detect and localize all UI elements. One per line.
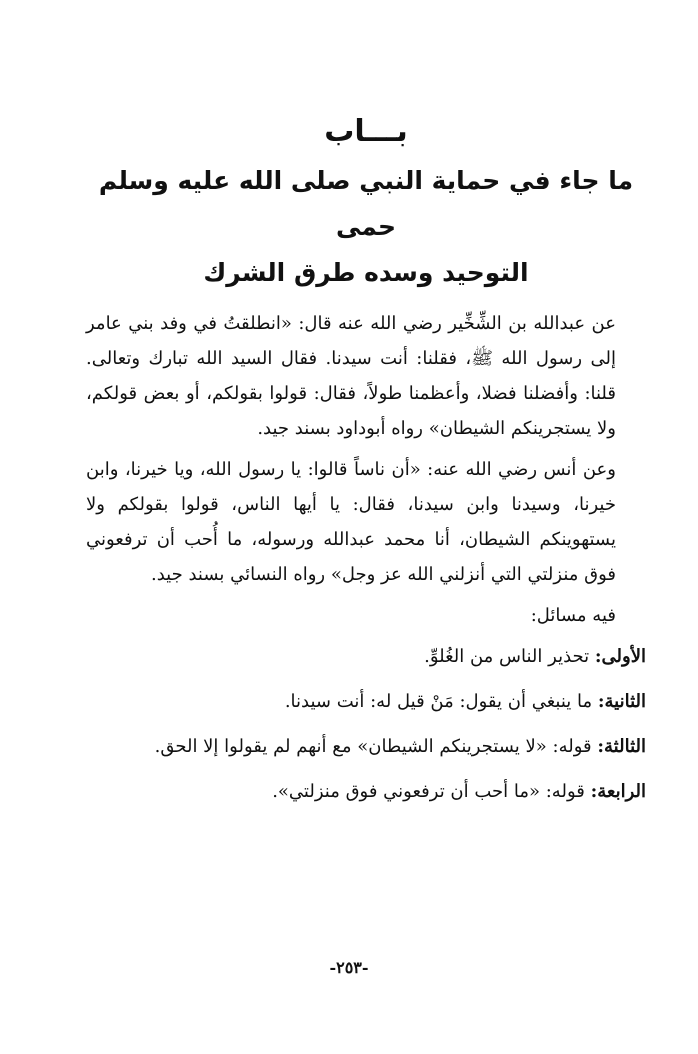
issue-item-4 — [86, 774, 646, 809]
issue-item-2 — [86, 684, 646, 719]
issue-label: الرابعة: — [590, 781, 646, 802]
issues-heading: فيه مسائل: — [530, 605, 616, 626]
issue-label: الثانية: — [597, 691, 646, 712]
chapter-title — [86, 158, 646, 296]
issue-text: قوله: «لا يستجرينكم الشيطان» مع أنهم لم يقولوا إلا الحق. — [154, 736, 592, 757]
issue-text: تحذير الناس من الغُلوِّ. — [424, 646, 590, 667]
issue-text: ما ينبغي أن يقول: مَنْ قيل له: أنت سيدنا. — [284, 691, 593, 712]
hadith-paragraph-2: وعن أنس رضي الله عنه: «أن ناساً قالوا: يا رسول الله، ويا خيرنا، وابن خيرنا، وسيدنا وابن سيدنا، فقال: يا أيها الناس، قولوا بقولكم ولا يستهوينكم الشيطان، أنا محمد عبدالله ورسوله، ما أُحب أن ترفعوني فوق منزلتي التي أنزلني الله عز وجل» رواه النسائي بسند جيد. — [86, 459, 616, 585]
issue-text: قوله: «ما أحب أن ترفعوني فوق منزلتي». — [272, 781, 585, 802]
chapter-title-line-2: التوحيد وسده طرق الشرك — [203, 258, 529, 287]
page-number: -٢٥٣- — [329, 958, 369, 977]
chapter-title-line-1: ما جاء في حماية النبي صلى الله عليه وسلم حمى — [98, 166, 634, 241]
issue-label: الثالثة: — [597, 736, 646, 757]
hadith-paragraph-1: عن عبدالله بن الشِّخِّير رضي الله عنه قال: «انطلقتُ في وفد بني عامر إلى رسول الله ﷺ، فقلنا: أنت سيدنا. فقال السيد الله تبارك وتعالى. قلنا: وأفضلنا فضلا، وأعظمنا طولاً، فقال: قولوا بقولكم، أو بعض قولكم، ولا يستجرينكم الشيطان» رواه أبوداود بسند جيد. — [86, 313, 616, 439]
chapter-word: بـــاب — [324, 114, 408, 149]
issue-label: الأولى: — [594, 646, 646, 667]
issue-item-1 — [86, 639, 646, 674]
issue-item-3 — [86, 729, 646, 764]
document-page — [86, 110, 646, 819]
